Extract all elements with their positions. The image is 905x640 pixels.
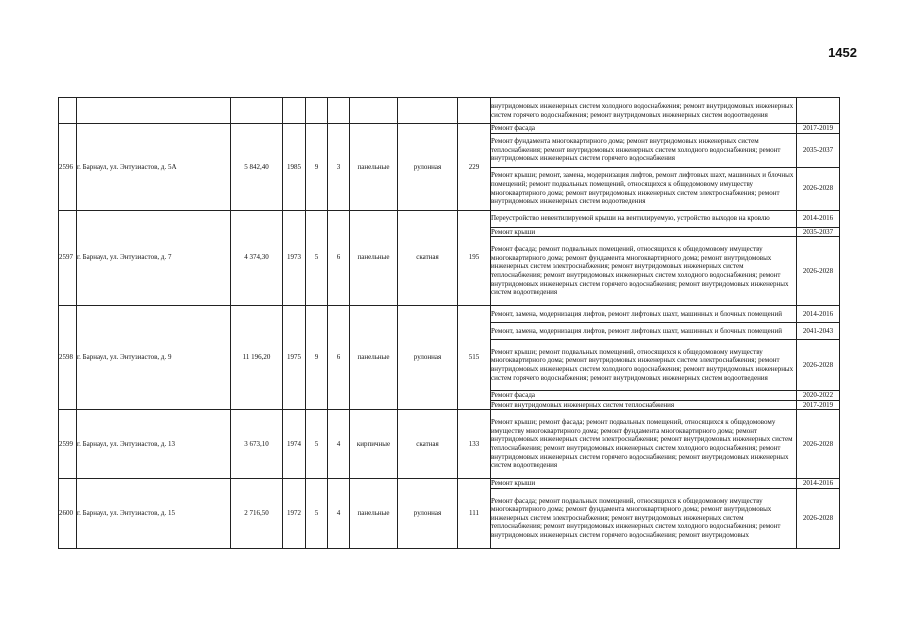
empty-cell [398,98,458,124]
resident-count: 133 [458,410,491,479]
work-description: Ремонт фундамента многоквартирного дома; ремонт внутридомовых инженерных систем теплоснабжения; ремонт внутридомовых инженерных систем холодного водоснабжения; ремонт внутридомовых инженерных систем горячего водоснабжения [491,133,797,167]
table-body [59,98,840,549]
wall-material: панельные [350,210,398,305]
build-year: 1973 [283,210,306,305]
empty-cell [283,98,306,124]
empty-cell [77,98,231,124]
empty-cell [350,98,398,124]
house-area: 11 196,20 [231,305,283,409]
work-description: Ремонт фасада; ремонт подвальных помещений, относящихся к общедомовому имуществу многоквартирного дома; ремонт фундамента многоквартирного дома; ремонт внутридомовых инженерных систем электроснабжения; ремонт внутридомовых инженерных систем теплоснабжения; ремонт внутридомовых инженерных систем холодного водоснабжения; ремонт внутридомовых инженерных систем горячего водоснабжения; ремонт внутридомовых инженерных систем водоотведения [491,237,797,306]
work-description: Ремонт крыши [491,227,797,237]
page-number: 1452 [828,45,857,60]
wall-material: кирпичные [350,410,398,479]
work-description: Переустройство невентилируемой крыши на вентилируемую, устройство выходов на кровлю [491,210,797,227]
floor-count: 9 [306,305,328,409]
build-year: 1974 [283,410,306,479]
work-description: Ремонт крыши [491,478,797,488]
work-description: Ремонт крыши; ремонт, замена, модернизация лифтов, ремонт лифтовых шахт, машинных и блочных помещений; ремонт подвальных помещений, относящихся к общедомовому имуществу многоквартирного дома; ремонт внутридомовых инженерных систем электроснабжения; ремонт внутридомовых инженерных систем водоотведения [491,167,797,210]
house-address: г. Барнаул, ул. Энтузиастов, д. 13 [77,410,231,479]
work-years: 2017-2019 [797,124,840,134]
work-years: 2026-2028 [797,167,840,210]
empty-cell [458,98,491,124]
house-number: 2600 [59,478,77,548]
work-description: Ремонт фасада; ремонт подвальных помещений, относящихся к общедомовому имуществу многоквартирного дома; ремонт фундамента многоквартирного дома; ремонт внутридомовых инженерных систем электроснабжения; ремонт внутридомовых инженерных систем теплоснабжения; ремонт внутридомовых инженерных систем холодного водоснабжения; ремонт внутридомовых инженерных систем горячего водоснабжения; ремонт внутридомовых [491,488,797,548]
roof-type: скатная [398,410,458,479]
entrance-count: 4 [328,478,350,548]
house-address: г. Барнаул, ул. Энтузиастов, д. 5А [77,124,231,211]
entrance-count: 6 [328,210,350,305]
floor-count: 5 [306,478,328,548]
wall-material: панельные [350,305,398,409]
house-area: 4 374,30 [231,210,283,305]
floor-count: 9 [306,124,328,211]
build-year: 1975 [283,305,306,409]
empty-cell [306,98,328,124]
work-years: 2026-2028 [797,488,840,548]
work-years: 2014-2016 [797,305,840,322]
floor-count: 5 [306,210,328,305]
table-row [59,410,840,479]
work-description: Ремонт, замена, модернизация лифтов, ремонт лифтовых шахт, машинных и блочных помещений [491,322,797,339]
work-description: внутридомовых инженерных систем холодного водоснабжения; ремонт внутридомовых инженерных систем горячего водоснабжения; ремонт внутридомовых инженерных систем водоотведения [491,98,797,124]
resident-count: 195 [458,210,491,305]
work-description: Ремонт, замена, модернизация лифтов, ремонт лифтовых шахт, машинных и блочных помещений [491,305,797,322]
table-row [59,210,840,227]
resident-count: 515 [458,305,491,409]
house-address: г. Барнаул, ул. Энтузиастов, д. 9 [77,305,231,409]
continuation-row [59,98,840,124]
work-years: 2035-2037 [797,227,840,237]
roof-type: рулонная [398,124,458,211]
entrance-count: 3 [328,124,350,211]
roof-type: рулонная [398,305,458,409]
work-description: Ремонт крыши; ремонт фасада; ремонт подвальных помещений, относящихся к общедомовому имуществу многоквартирного дома; ремонт фундамента многоквартирного дома; ремонт внутридомовых инженерных систем электроснабжения; ремонт внутридомовых инженерных систем теплоснабжения; ремонт внутридомовых инженерных систем холодного водоснабжения; ремонт внутридомовых инженерных систем горячего водоснабжения; ремонт внутридомовых инженерных систем водоотведения [491,410,797,479]
work-years: 2026-2028 [797,410,840,479]
resident-count: 229 [458,124,491,211]
house-area: 3 673,10 [231,410,283,479]
wall-material: панельные [350,124,398,211]
resident-count: 111 [458,478,491,548]
build-year: 1972 [283,478,306,548]
empty-cell [59,98,77,124]
work-description: Ремонт фасада [491,390,797,400]
roof-type: рулонная [398,478,458,548]
build-year: 1985 [283,124,306,211]
work-years: 2014-2016 [797,478,840,488]
floor-count: 5 [306,410,328,479]
wall-material: панельные [350,478,398,548]
house-address: г. Барнаул, ул. Энтузиастов, д. 7 [77,210,231,305]
table-row [59,478,840,488]
housing-repair-table [58,97,840,549]
empty-cell [328,98,350,124]
empty-cell [231,98,283,124]
house-number: 2599 [59,410,77,479]
house-area: 2 716,50 [231,478,283,548]
work-years: 2014-2016 [797,210,840,227]
work-years: 2026-2028 [797,237,840,306]
work-description: Ремонт крыши; ремонт подвальных помещений, относящихся к общедомовому имуществу многоквартирного дома; ремонт внутридомовых инженерных систем электроснабжения; ремонт внутридомовых инженерных систем холодного водоснабжения; ремонт внутридомовых инженерных систем горячего водоснабжения; ремонт внутридомовых инженерных систем водоотведения [491,339,797,390]
work-years: 2020-2022 [797,390,840,400]
house-address: г. Барнаул, ул. Энтузиастов, д. 15 [77,478,231,548]
work-description: Ремонт фасада [491,124,797,134]
entrance-count: 4 [328,410,350,479]
roof-type: скатная [398,210,458,305]
work-years: 2041-2043 [797,322,840,339]
entrance-count: 6 [328,305,350,409]
house-number: 2596 [59,124,77,211]
table-row [59,124,840,134]
work-years: 2026-2028 [797,339,840,390]
work-years: 2035-2037 [797,133,840,167]
work-description: Ремонт внутридомовых инженерных систем теплоснабжения [491,400,797,410]
work-years: 2017-2019 [797,400,840,410]
house-number: 2598 [59,305,77,409]
house-area: 5 842,40 [231,124,283,211]
house-number: 2597 [59,210,77,305]
work-years [797,98,840,124]
table-row [59,305,840,322]
